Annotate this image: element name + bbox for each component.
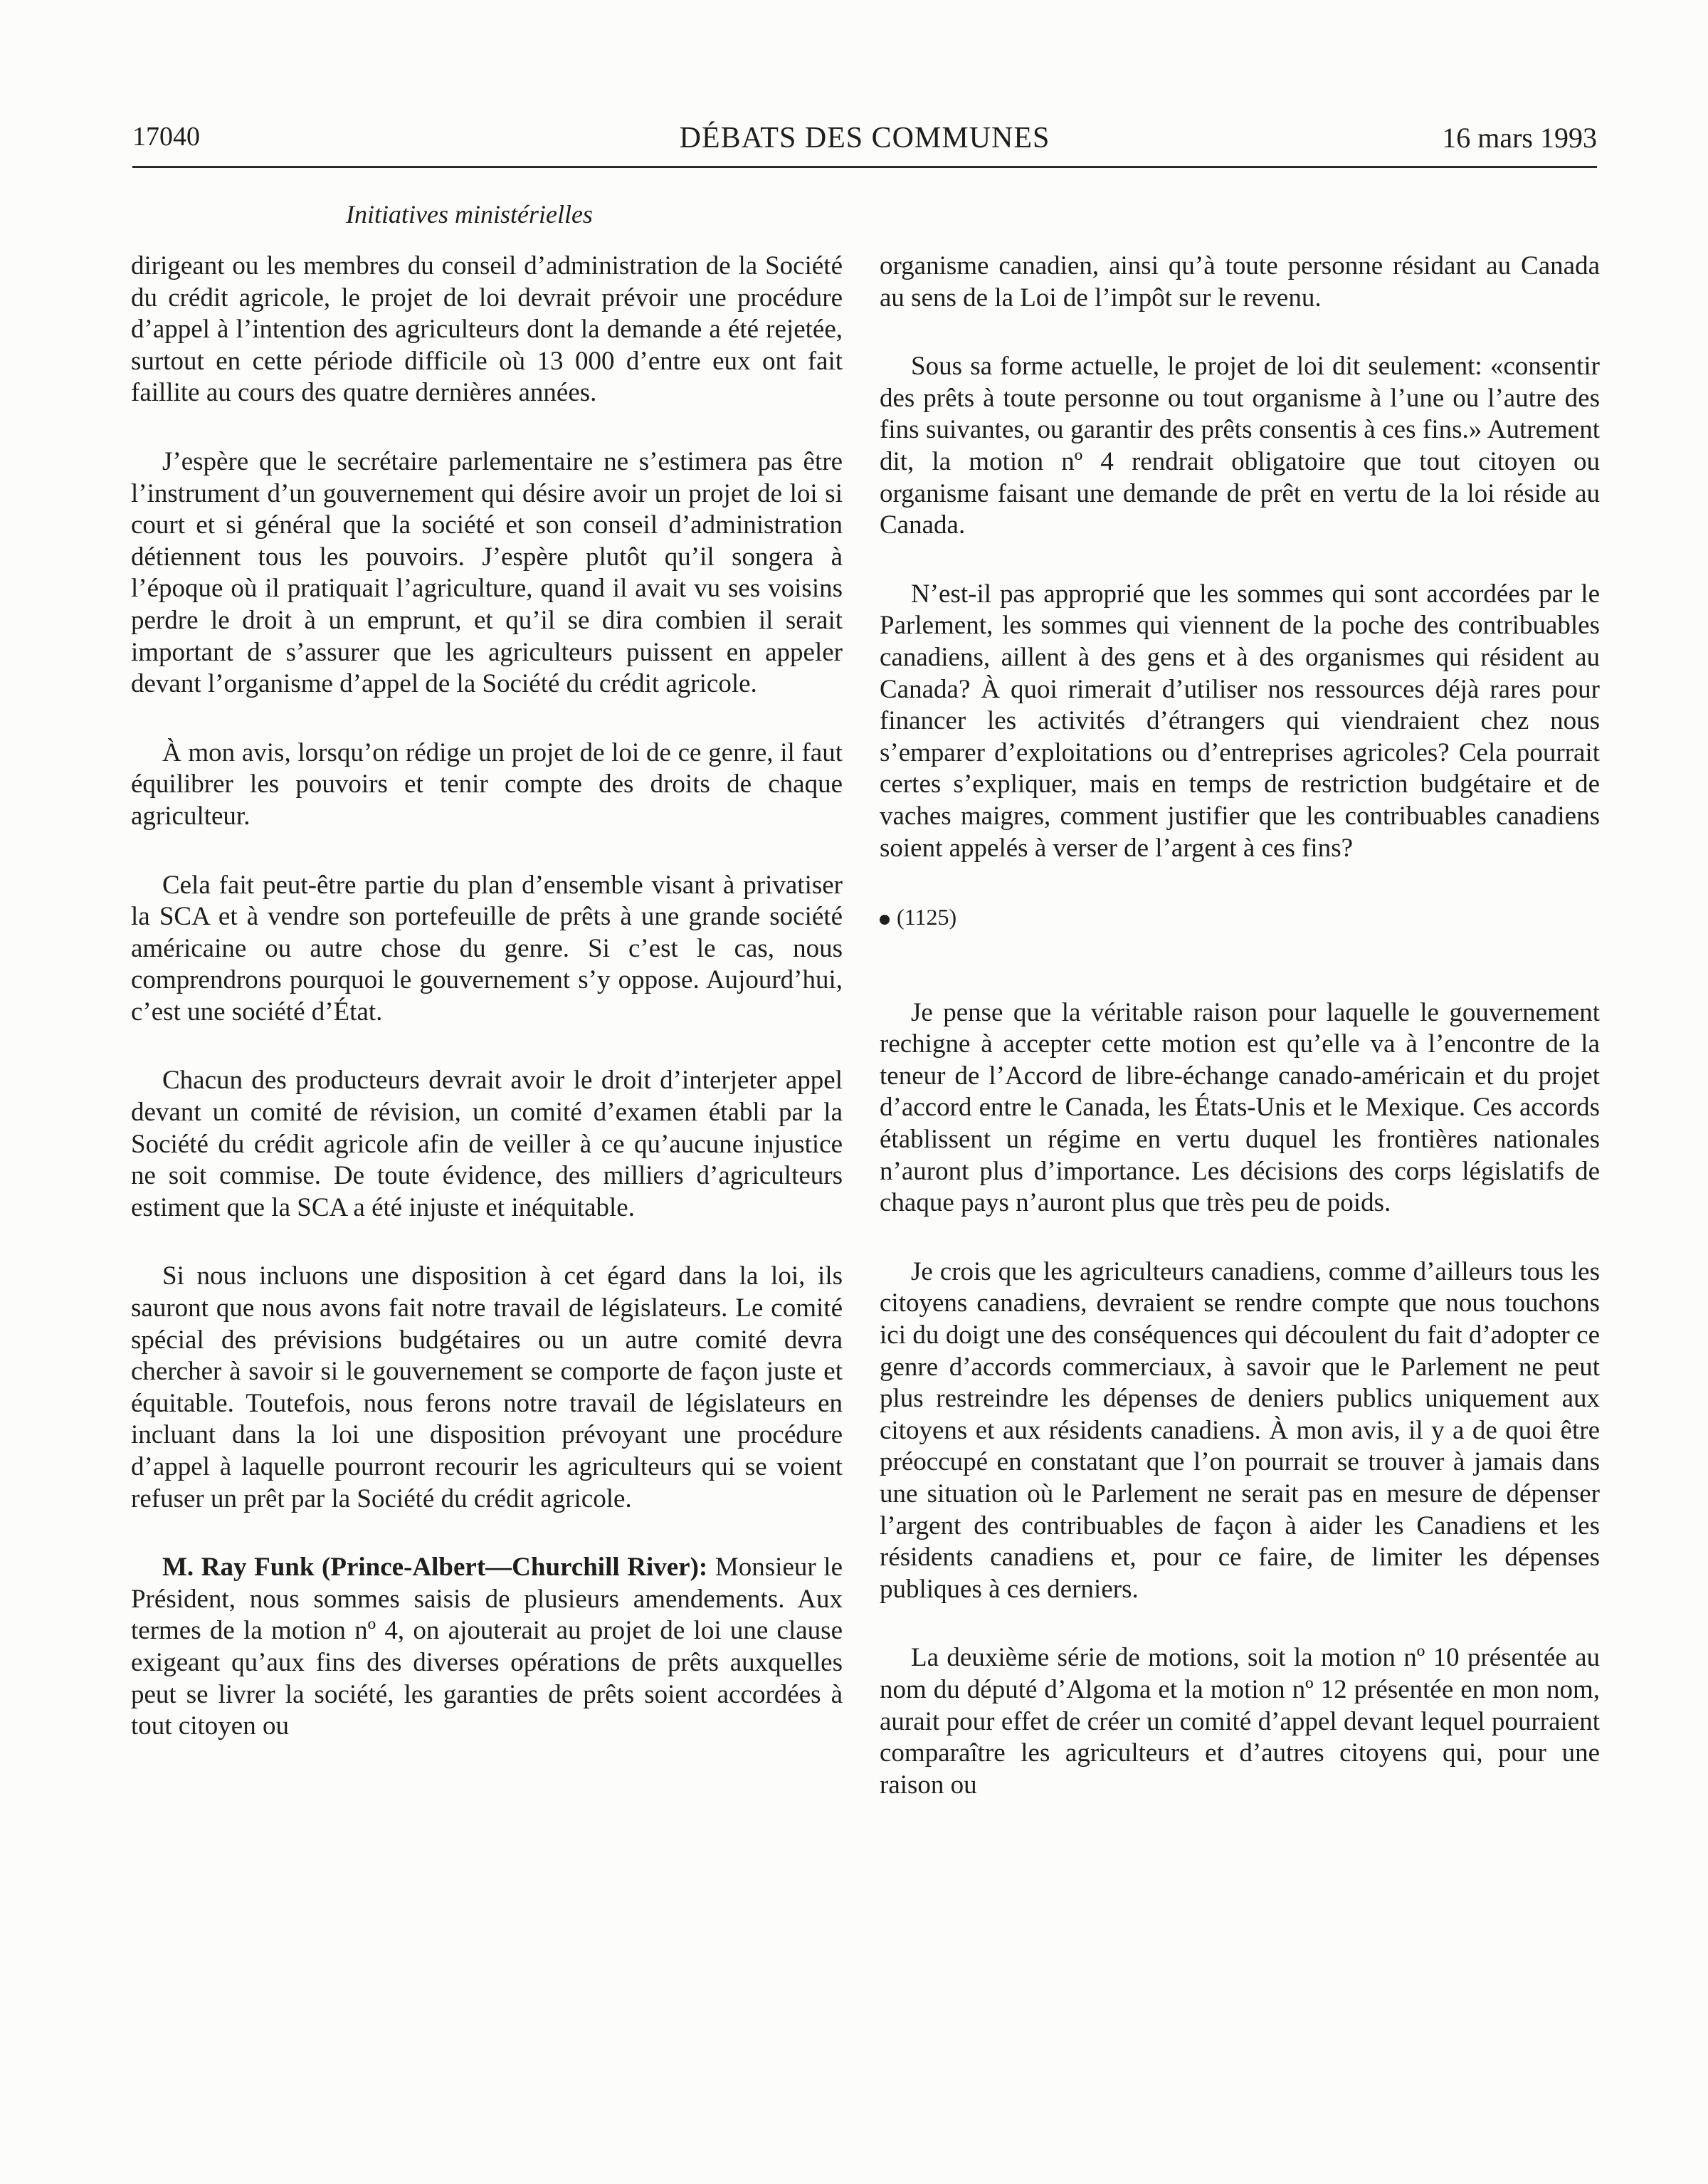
timestamp-text: (1125) bbox=[897, 904, 957, 930]
paragraph: La deuxième série de motions, soit la motion nº 10 présentée au nom du député d’Algoma et la motion nº 12 présentée en mon nom, aurait pour effet de créer un comité d’appel devant lequel pourraient comparaître les agriculteurs et d’autres citoyens qui, pour une raison ou bbox=[880, 1643, 1600, 1800]
paragraph: Chacun des producteurs devrait avoir le droit d’interjeter appel devant un comité de révision, un comité d’examen établi par la Société du crédit agricole afin de veiller à ce qu’aucune injustice ne soit commise. De toute évidence, des milliers d’agriculteurs estiment que la SCA a été injuste et inéquitable. bbox=[131, 1066, 843, 1222]
paragraph: Sous sa forme actuelle, le projet de loi dit seulement: «consentir des prêts à toute personne ou tout organisme à l’une ou l’autre des fins suivantes, ou garantir des prêts consentis à ces fins.» Autrement dit, la motion nº 4 rendrait obligatoire que tout citoyen ou organisme faisant une demande de prêt en vertu de la loi réside au Canada. bbox=[880, 352, 1600, 540]
speaker-name: M. Ray Funk (Prince-Albert—Churchill River): bbox=[162, 1553, 708, 1582]
publication-title: DÉBATS DES COMMUNES bbox=[679, 122, 1050, 154]
paragraph: À mon avis, lorsqu’on rédige un projet de loi de ce genre, il faut équilibrer les pouvoirs et tenir compte des droits de chaque agriculteur. bbox=[131, 737, 843, 831]
paragraph: Si nous incluons une disposition à cet égard dans la loi, ils sauront que nous avons fait notre travail de législateurs. Le comité spécial des prévisions budgétaires ou un autre comité devra chercher à savoir si le gouvernement se comporte de façon juste et équitable. Toutefois, nous ferons notre travail de législateurs en incluant dans la loi une disposition prévoyant une procédure d’appel à laquelle pourront recourir les agriculteurs qui se voient refuser un prêt par la Société du crédit agricole. bbox=[131, 1261, 843, 1513]
paragraph: organisme canadien, ainsi qu’à toute personne résidant au Canada au sens de la Loi de l’impôt sur le revenu. bbox=[880, 251, 1600, 313]
paragraph: dirigeant ou les membres du conseil d’administration de la Société du crédit agricole, le projet de loi devrait prévoir une procédure d’appel à l’intention des agriculteurs dont la demande a été rejetée, surtout en cette période difficile où 13 000 d’entre eux ont fait faillite au cours des quatre dernières années. bbox=[131, 251, 843, 408]
paragraph: Je crois que les agriculteurs canadiens, comme d’ailleurs tous les citoyens canadiens, devraient se rendre compte que nous touchons ici du doigt une des conséquences qui découlent du fait d’adopter ce genre d’accords commerciaux, à savoir que le Parlement ne peut plus restreindre les dépenses de deniers publics uniquement aux citoyens et aux résidents canadiens. À mon avis, il y a de quoi être préoccupé en constatant que l’on pourrait se trouver à jamais dans une situation où le Parlement ne serait pas en mesure de dépenser l’argent des contribuables de façon à aider les Canadiens et les résidents canadiens et, pour ce faire, de limiter les dépenses publiques à ces derniers. bbox=[880, 1256, 1600, 1604]
paragraph: J’espère que le secrétaire parlementaire ne s’estimera pas être l’instrument d’un gouvernement qui désire avoir un projet de loi si court et si général que la société et son conseil d’administration détiennent tous les pouvoirs. J’espère plutôt qu’il songera à l’époque où il pratiquait l’agriculture, quand il avait vu ses voisins perdre le droit à un emprunt, et qu’il se dira combien il serait important de s’assurer que les agriculteurs puissent en appeler devant l’organisme d’appel de la Société du crédit agricole. bbox=[131, 446, 843, 699]
publication-date: 16 mars 1993 bbox=[1442, 122, 1597, 154]
right-column bbox=[880, 251, 1600, 1801]
paragraph: Je pense que la véritable raison pour laquelle le gouvernement rechigne à accepter cette motion est qu’elle va à l’encontre de la teneur de l’Accord de libre-échange canado-américain et du projet d’accord entre le Canada, les États-Unis et le Mexique. Ces accords établissent un régime en vertu duquel les frontières nationales n’auront plus d’importance. Les décisions des corps législatifs de chaque pays n’auront plus que très peu de poids. bbox=[880, 997, 1600, 1218]
page-number: 17040 bbox=[132, 122, 200, 152]
header-rule bbox=[132, 166, 1597, 168]
running-head: Initiatives ministérielles bbox=[346, 200, 593, 229]
paragraph: Cela fait peut-être partie du plan d’ensemble visant à privatiser la SCA et à vendre son portefeuille de prêts à une grande société américaine ou autre chose du genre. Si c’est le cas, nous comprendrons pourquoi le gouvernement s’y oppose. Aujourd’hui, c’est une société d’État. bbox=[131, 870, 843, 1027]
speech-text: Monsieur le Président, nous sommes saisis de plusieurs amendements. Aux termes de la motion nº 4, on ajouterait au projet de loi une clause exigeant qu’aux fins des diverses opérations de prêts auxquelles peut se livrer la société, les garanties de prêts soient accordées à tout citoyen ou bbox=[131, 1553, 843, 1741]
left-column bbox=[131, 251, 843, 1743]
paragraph: N’est-il pas approprié que les sommes qui sont accordées par le Parlement, les sommes qui viennent de la poche des contribuables canadiens, aillent à des gens et à des organismes qui résident au Canada? À quoi rimerait d’utiliser nos ressources déjà rares pour financer les activités d’étrangers qui viendraient chez nous s’emparer d’exploitations ou d’entreprises agricoles? Cela pourrait certes s’expliquer, mais en temps de restriction budgétaire et de vaches maigres, comment justifier que les contribuables canadiens soient appelés à verser de l’argent à ces fins? bbox=[880, 579, 1600, 863]
speaker-paragraph bbox=[131, 1552, 843, 1743]
page-header bbox=[132, 121, 1597, 168]
timestamp bbox=[880, 901, 1600, 933]
bullet-icon bbox=[880, 915, 890, 925]
